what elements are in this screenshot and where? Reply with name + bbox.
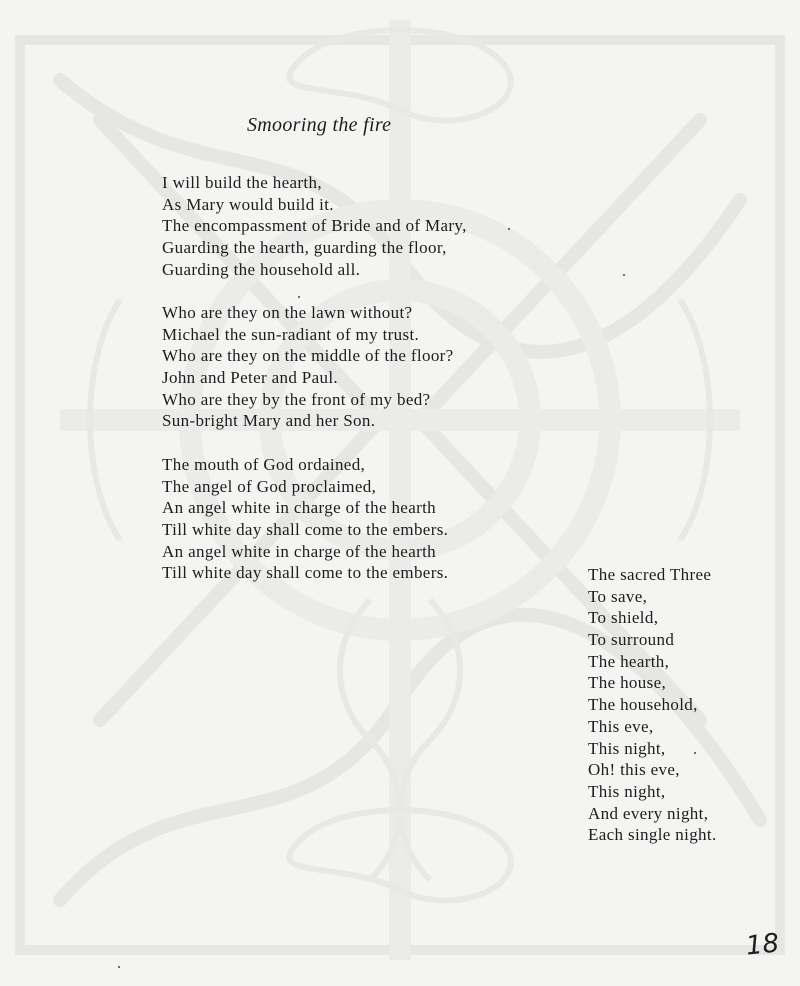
blessing-line: This night, (588, 781, 666, 801)
poem-line: Guarding the household all. (162, 259, 361, 279)
page-number: 18 (744, 928, 781, 962)
scan-speck (623, 274, 625, 276)
poem-line: The angel of God proclaimed, (162, 476, 377, 496)
scan-speck (508, 228, 510, 230)
blessing-line: To surround (588, 630, 675, 650)
closing-blessing (588, 564, 717, 846)
stanza-2 (162, 302, 454, 432)
poem-line: Who are they by the front of my bed? (162, 389, 431, 409)
poem-line: Till white day shall come to the embers. (162, 563, 449, 583)
scan-speck (694, 752, 696, 754)
scan-speck (118, 966, 120, 968)
poem-line: Guarding the hearth, guarding the floor, (162, 238, 447, 258)
poem-line: The mouth of God ordained, (162, 455, 366, 474)
stanza-1 (162, 172, 467, 280)
poem-line: Who are they on the lawn without? (162, 303, 413, 322)
blessing-line: The household, (588, 695, 698, 715)
stanza-3 (162, 454, 448, 584)
poem-line: Till white day shall come to the embers. (162, 520, 449, 540)
poem-line: Sun-bright Mary and her Son. (162, 411, 376, 431)
scan-speck (298, 296, 300, 298)
blessing-line: To save, (588, 586, 648, 606)
blessing-line: Oh! this eve, (588, 760, 680, 780)
blessing-line: Each single night. (588, 825, 717, 845)
poem-line: I will build the hearth, (162, 173, 322, 192)
blessing-line: To shield, (588, 608, 659, 628)
poem-title: Smooring the fire (247, 114, 392, 136)
poem-line: The encompassment of Bride and of Mary, (162, 216, 467, 236)
poem-line: An angel white in charge of the hearth (162, 498, 437, 518)
blessing-line: The hearth, (588, 651, 670, 671)
poem-line: John and Peter and Paul. (162, 368, 339, 388)
poem-line: Who are they on the middle of the floor? (162, 346, 454, 366)
poem-line: An angel white in charge of the hearth (162, 541, 437, 561)
blessing-line: The house, (588, 673, 667, 693)
blessing-line: This eve, (588, 716, 654, 736)
poem-line: As Mary would build it. (162, 194, 334, 214)
blessing-line: And every night, (588, 803, 709, 823)
blessing-line: The sacred Three (588, 565, 712, 584)
blessing-line: This night, (588, 738, 666, 758)
poem-line: Michael the sun-radiant of my trust. (162, 324, 420, 344)
